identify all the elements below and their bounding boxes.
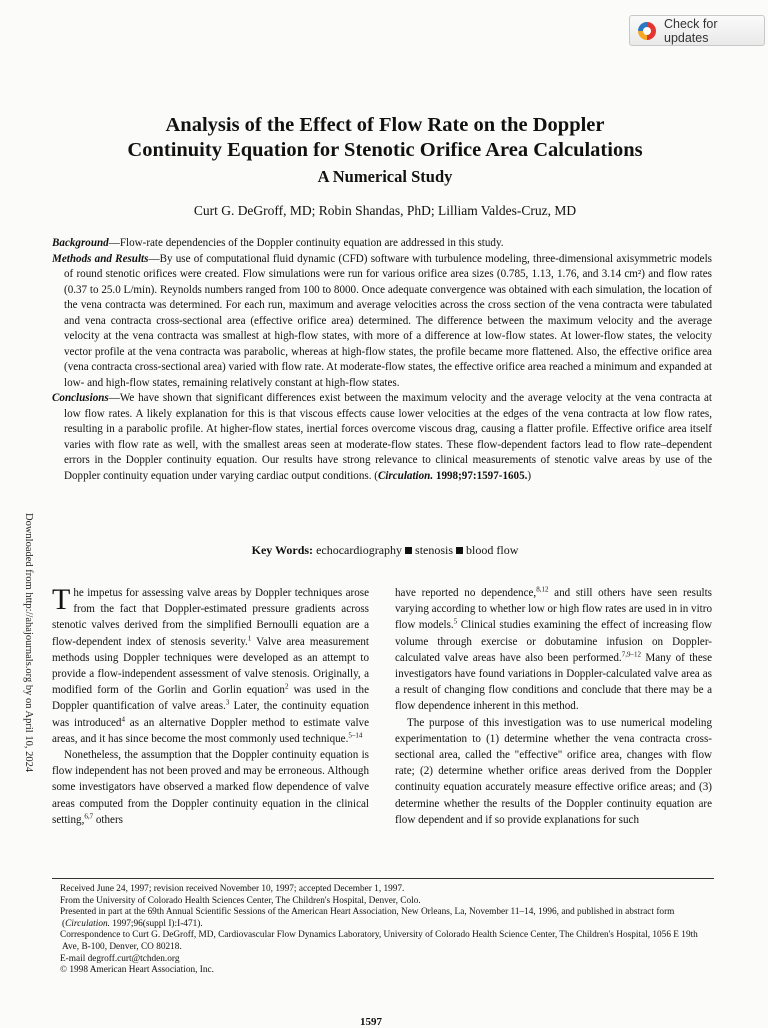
crossmark-logo-icon (638, 22, 656, 40)
abstract (52, 236, 712, 484)
background-label: Background (52, 237, 109, 249)
body-text: as an alternative Doppler method to estimate valve areas, and it has since become the most commonly used technique. (52, 716, 369, 745)
abstract-background (52, 236, 712, 252)
footnotes (52, 878, 714, 977)
footnote-correspondence: Correspondence to Curt G. DeGroff, MD, Cardiovascular Flow Dynamics Laboratory, University of Colorado Health Science Center, The Children's Hospital, 1056 E 19th Ave, B-100, Denver, CO 80218. (60, 930, 698, 952)
footnote-text: Presented in part at the 69th Annual Scientific Sessions of the American Heart Association, New Orleans, La, November 11–14, 1996, and published in abstract form ( (60, 907, 675, 929)
footnote-email: E-mail degroff.curt@tchden.org (60, 953, 180, 964)
citation-sup: 5–14 (348, 731, 363, 740)
square-bullet-icon (405, 547, 412, 554)
footnote-copyright: © 1998 American Heart Association, Inc. (60, 965, 214, 976)
intro-paragraph-3 (395, 585, 712, 715)
citation-sup: 6,7 (84, 812, 94, 821)
citation-sup: 5 (453, 617, 458, 626)
body-text: Valve area measurement methods using Doppler techniques were developed as an attempt to provide a flow-independent assessment of valve stenosis. Originally, a modified form of the Gorlin and Gorlin equation (52, 635, 369, 697)
download-note: Downloaded from http://ahajournals.org by on April 10, 2024 (23, 513, 34, 773)
footnote-journal: Circulation. (65, 918, 110, 929)
conclusions-text: —We have shown that significant differences exist between the maximum velocity and the average velocity at the vena contracta at low flow rates. A likely explanation for this is that viscous effects cause lower velocities at the edges of the vena contracta at low flow rates, resulting in a parabolic profile. At higher-flow states, inertial forces overcome viscous drag, causing a flatter profile. Effective orifice area itself varies with flow rate as well, with the smallest areas seen at moderate-flow states. These flow-dependent factors lead to flow rate–dependent errors in the Doppler continuity equation. Our results have strong relevance to clinical measurements of stenotic valve areas by use of the Doppler continuity equation under varying cardiac output conditions. ( (64, 392, 712, 482)
citation-close: ) (527, 469, 532, 482)
abstract-methods (52, 252, 712, 392)
citation-sup: 8,12 (536, 585, 549, 594)
keyword-item: stenosis (415, 543, 454, 557)
citation-sup: 3 (225, 698, 230, 707)
key-words-label: Key Words: (251, 543, 314, 557)
title-line-2: Continuity Equation for Stenotic Orifice Area Calculations (127, 139, 643, 161)
title-line-1: Analysis of the Effect of Flow Rate on the Doppler (165, 114, 605, 136)
article-subtitle: A Numerical Study (317, 167, 453, 186)
check-for-updates-button[interactable] (629, 15, 765, 46)
key-words (40, 543, 730, 558)
body-text: Later, the continuity equation was introduced (52, 700, 369, 729)
body-text: and still others have seen results varying according to whether low or high flow rates are used in in vitro flow models. (395, 587, 713, 632)
body-text: have reported no dependence, (395, 587, 537, 599)
body-text: was used in the Doppler quantification of valve areas. (52, 684, 369, 713)
keyword-item: echocardiography (316, 543, 403, 557)
drop-cap: T (52, 583, 71, 616)
citation-sup: 1 (247, 633, 252, 642)
body-text: Many of these investigators have found variations in Doppler-calculated valve area as a result of changing flow conditions and conclude that there may be a flow dependence inherent in this method. (395, 651, 712, 713)
citation-sup: 7,9–12 (621, 650, 641, 659)
article-title (40, 113, 730, 163)
body-column-right (395, 585, 712, 828)
footnote-received: Received June 24, 1997; revision received November 10, 1997; accepted December 1, 1997. (60, 884, 405, 894)
check-for-updates-label: Check for updates (664, 16, 718, 45)
footnote-text: 1997;96(suppl I):I-471). (109, 918, 203, 929)
intro-paragraph-1 (52, 585, 369, 747)
footnote-presented (52, 907, 714, 930)
background-text: —Flow-rate dependencies of the Doppler continuity equation are addressed in this study. (108, 237, 504, 249)
page-number: 1597 (360, 1016, 382, 1028)
author-list: Curt G. DeGroff, MD; Robin Shandas, PhD; Lilliam Valdes-Cruz, MD (193, 203, 577, 218)
keyword-item: blood flow (466, 543, 519, 557)
intro-paragraph-4: The purpose of this investigation was to use numerical modeling experimentation to (1) determine whether the vena contracta cross-sectional area, called the "effective" orifice area, changes with flow rate; (2) determine whether orifice areas derived from the Doppler continuity equation accurately measure effective orifice areas; and (3) determine whether the results of the Doppler continuity equation are flow dependent and if so provide explanations for such (395, 716, 712, 826)
footnote-affiliation: From the University of Colorado Health Sciences Center, The Children's Hospital, Denver, Colo. (60, 895, 421, 906)
body-column-left (52, 585, 369, 828)
body-text: others (93, 813, 123, 826)
citation-ref: 1998;97:1597-1605. (433, 469, 528, 482)
citation-sup: 2 (284, 682, 289, 691)
body-text: Clinical studies examining the effect of increasing flow volume through exercise or dobutamine infusion on Doppler-calculated valve areas have also been performed. (395, 619, 713, 664)
conclusions-label: Conclusions (52, 392, 109, 404)
body-text: Nonetheless, the assumption that the Doppler continuity equation is flow independent has not been proved and may be erroneous. Although some investigators have observed a marked flow dependence of valve areas computed from the Doppler continuity equation in the clinical setting, (52, 749, 369, 826)
citation-sup: 4 (121, 714, 125, 723)
square-bullet-icon (456, 547, 463, 554)
body-text: he impetus for assessing valve areas by Doppler techniques arose from the fact that Doppler-estimated pressure gradients across stenotic valves derived from the simplified Bernoulli equation are a flow-dependent index of stenosis severity. (52, 587, 369, 648)
citation-journal: Circulation. (377, 469, 434, 482)
intro-paragraph-2 (52, 747, 369, 828)
methods-text: —By use of computational fluid dynamic (CFD) software with turbulence modeling, three-dimensional axisymmetric models of round stenotic orifices were created. Flow simulations were run for various orifice area sizes (0.785, 1.13, 1.76, and 3.14 cm²) and flow rates (0.37 to 25.0 L/min). Reynolds numbers ranged from 100 to 8000. Once adequate convergence was obtained with each simulation, the location of the vena contracta was determined. For each run, maximum and average velocities across the cross section of the vena contracta were tabulated and vena contracta cross-sectional area (effective orifice area) determined. The difference between the maximum velocity and the average velocity at the vena contracta was smallest at high-flow states, with more of a difference at low-flow states. At lower-flow states, the velocity vector profile at the vena contracta was parabolic, whereas at high-flow states, the profile became more flattened. Also, the effective orifice area (vena contracta cross-sectional area) varied with flow rate. At moderate-flow states, the effective orifice area reached a minimum and expanded at low- and high-flow states, remaining relatively constant at high-flow states. (64, 252, 712, 389)
abstract-conclusions (52, 391, 712, 484)
methods-label: Methods and Results (52, 252, 149, 265)
